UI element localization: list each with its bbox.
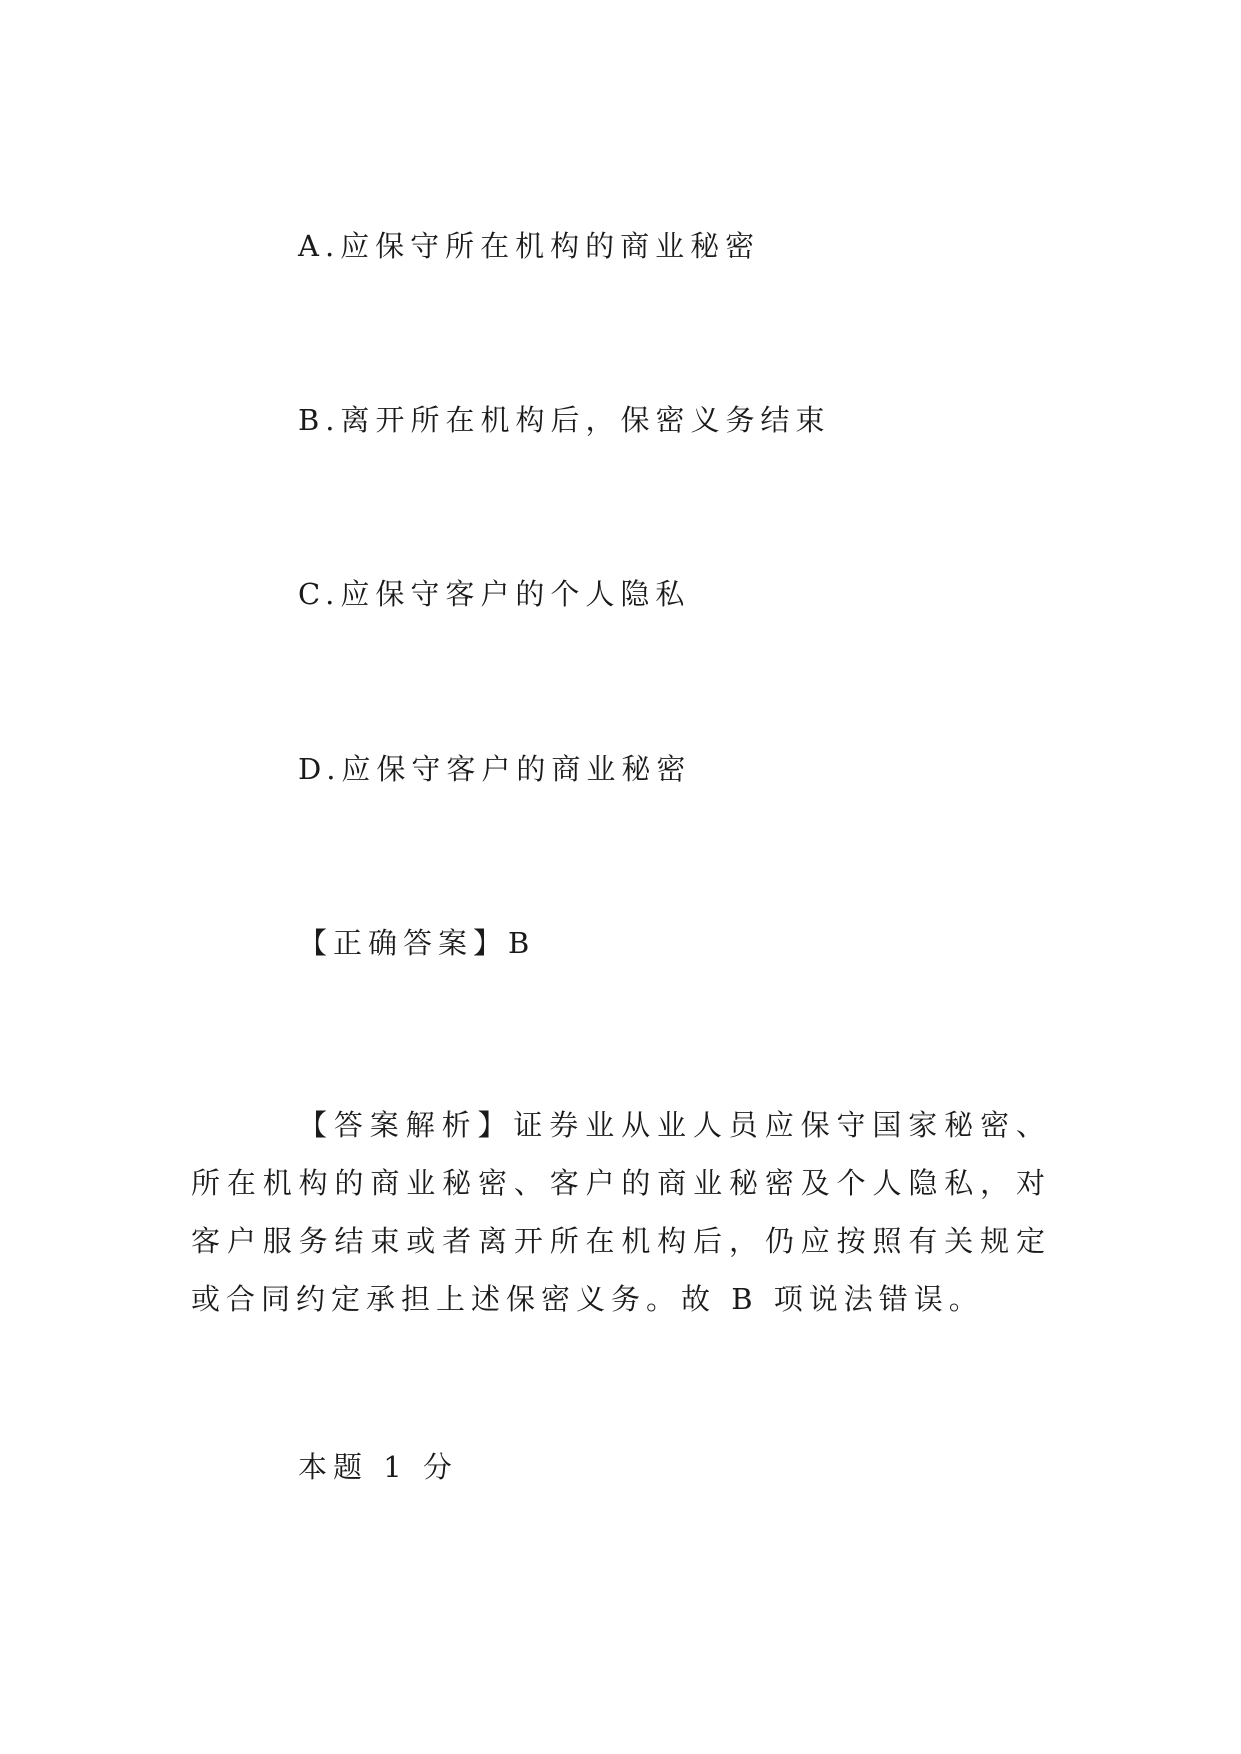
option-c: C.应保守客户的个人隐私 — [298, 577, 691, 611]
answer-analysis: 【答案解析】证券业从业人员应保守国家秘密、所在机构的商业秘密、客户的商业秘密及个人隐私，对客户服务结束或者离开所在机构后，仍应按照有关规定或合同约定承担上述保密义务。故 B 项说法错误。 — [191, 1108, 1051, 1316]
question-score: 本题 1 分 — [298, 1450, 458, 1484]
correct-answer: 【正确答案】B — [298, 926, 536, 960]
option-d: D.应保守客户的商业秘密 — [298, 752, 692, 786]
option-b: B.离开所在机构后，保密义务结束 — [298, 403, 831, 437]
option-a: A.应保守所在机构的商业秘密 — [298, 229, 761, 263]
